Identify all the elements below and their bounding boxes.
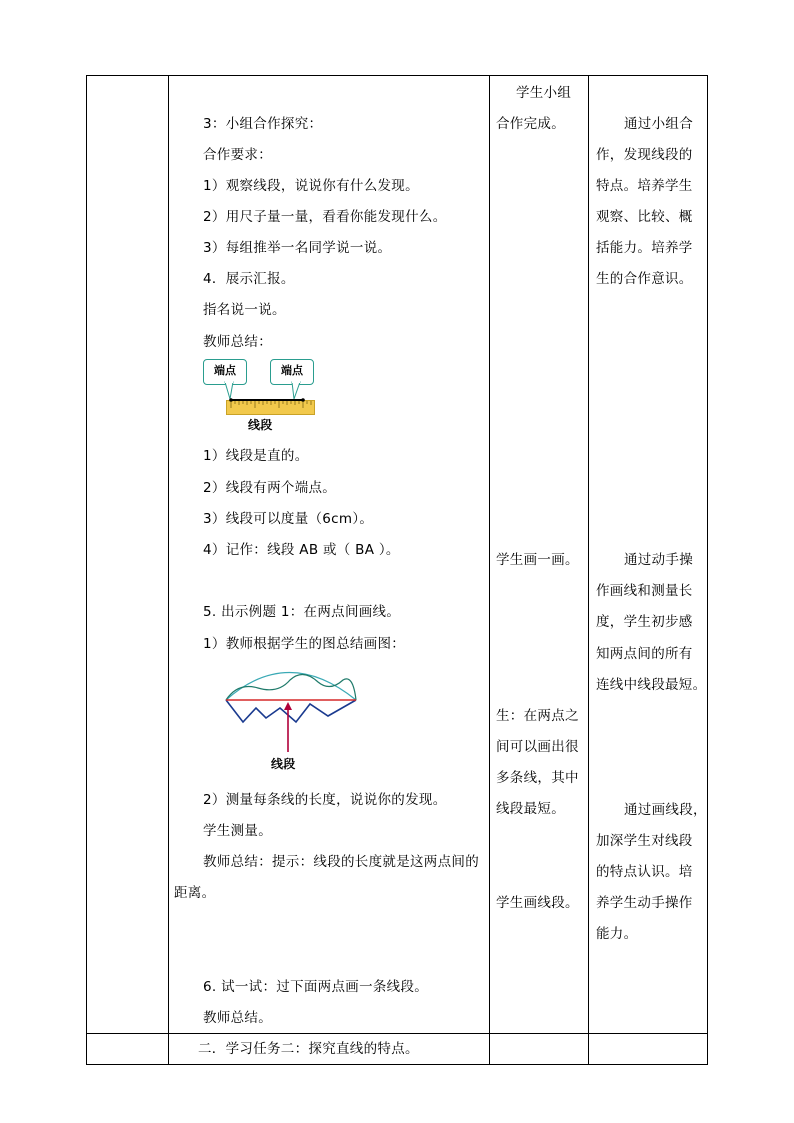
student-activity-d1: 学生画线段。 [496,895,579,911]
teacher-summary-2b: 距离。 [174,885,216,901]
table-top-border [86,75,708,76]
intent-a3: 特点。培养学生 [596,178,693,194]
intent-c4: 养学生动手操作 [596,895,693,911]
intent-c3: 的特点认识。培 [596,864,693,880]
col-border-1 [168,75,169,1065]
intent-c5: 能力。 [596,926,638,942]
col-border-right [707,75,708,1065]
endpoint-bubble-right: 端点 [270,359,314,385]
ruler-caption: 线段 [248,418,273,432]
property-3: 3）线段可以度量（6cm）。 [203,511,374,527]
table-bottom-border [86,1064,708,1065]
property-1: 1）线段是直的。 [203,448,309,464]
ruler-icon [226,398,316,416]
call-students: 指名说一说。 [203,302,286,318]
example1-step2: 2）测量每条线的长度，说说你的发现。 [203,792,447,808]
student-activity-a1: 学生小组 [516,85,572,101]
intent-b1: 通过动手操 [624,552,693,568]
student-activity-b1: 学生画一画。 [496,552,579,568]
intent-a1: 通过小组合 [624,116,693,132]
try-it-title: 6. 试一试：过下面两点画一条线段。 [203,979,429,995]
step3-title: 3：小组合作探究： [203,116,323,132]
col-border-3 [588,75,589,1065]
intent-b5: 连线中线段最短。 [596,677,707,693]
col-border-2 [489,75,490,1065]
lines-caption: 线段 [271,757,296,771]
intent-b4: 知两点间的所有 [596,646,693,662]
step4-title: 4．展示汇报。 [203,271,295,287]
intent-a2: 作，发现线段的 [596,147,693,163]
row-divider [86,1033,708,1034]
teacher-summary-1: 教师总结： [203,334,272,350]
student-activity-c3: 多条线，其中 [496,770,579,786]
learning-task-2-title: 二．学习任务二：探究直线的特点。 [198,1041,419,1057]
property-4: 4）记作：线段 AB 或（ BA ）。 [203,542,400,558]
intent-b2: 作画线和测量长 [596,583,693,599]
property-2: 2）线段有两个端点。 [203,480,337,496]
teacher-summary-3: 教师总结。 [203,1010,272,1026]
intent-c1: 通过画线段， [624,802,707,818]
cooperation-requirements: 合作要求： [203,147,272,163]
student-activity-c4: 线段最短。 [496,801,565,817]
example1-title: 5. 出示例题 1：在两点间画线。 [203,604,401,620]
student-activity-c1: 生：在两点之 [496,708,579,724]
example1-step1: 1）教师根据学生的图总结画图： [203,636,406,652]
teacher-summary-2a: 教师总结：提示：线段的长度就是这两点间的 [203,854,479,870]
student-activity-a2: 合作完成。 [496,116,565,132]
requirement-3: 3）每组推举一名同学说一说。 [203,240,392,256]
endpoint-bubble-left: 端点 [203,359,247,385]
requirement-2: 2）用尺子量一量，看看你能发现什么。 [203,209,447,225]
intent-c2: 加深学生对线段 [596,833,693,849]
requirement-1: 1）观察线段，说说你有什么发现。 [203,178,419,194]
lines-diagram [218,660,368,760]
intent-a5: 括能力。培养学 [596,240,693,256]
intent-a6: 生的合作意识。 [596,271,693,287]
intent-b3: 度，学生初步感 [596,614,693,630]
student-activity-c2: 间可以画出很 [496,739,579,755]
col-border-left [86,75,87,1065]
students-measure: 学生测量。 [203,823,272,839]
intent-a4: 观察、比较、概 [596,209,693,225]
